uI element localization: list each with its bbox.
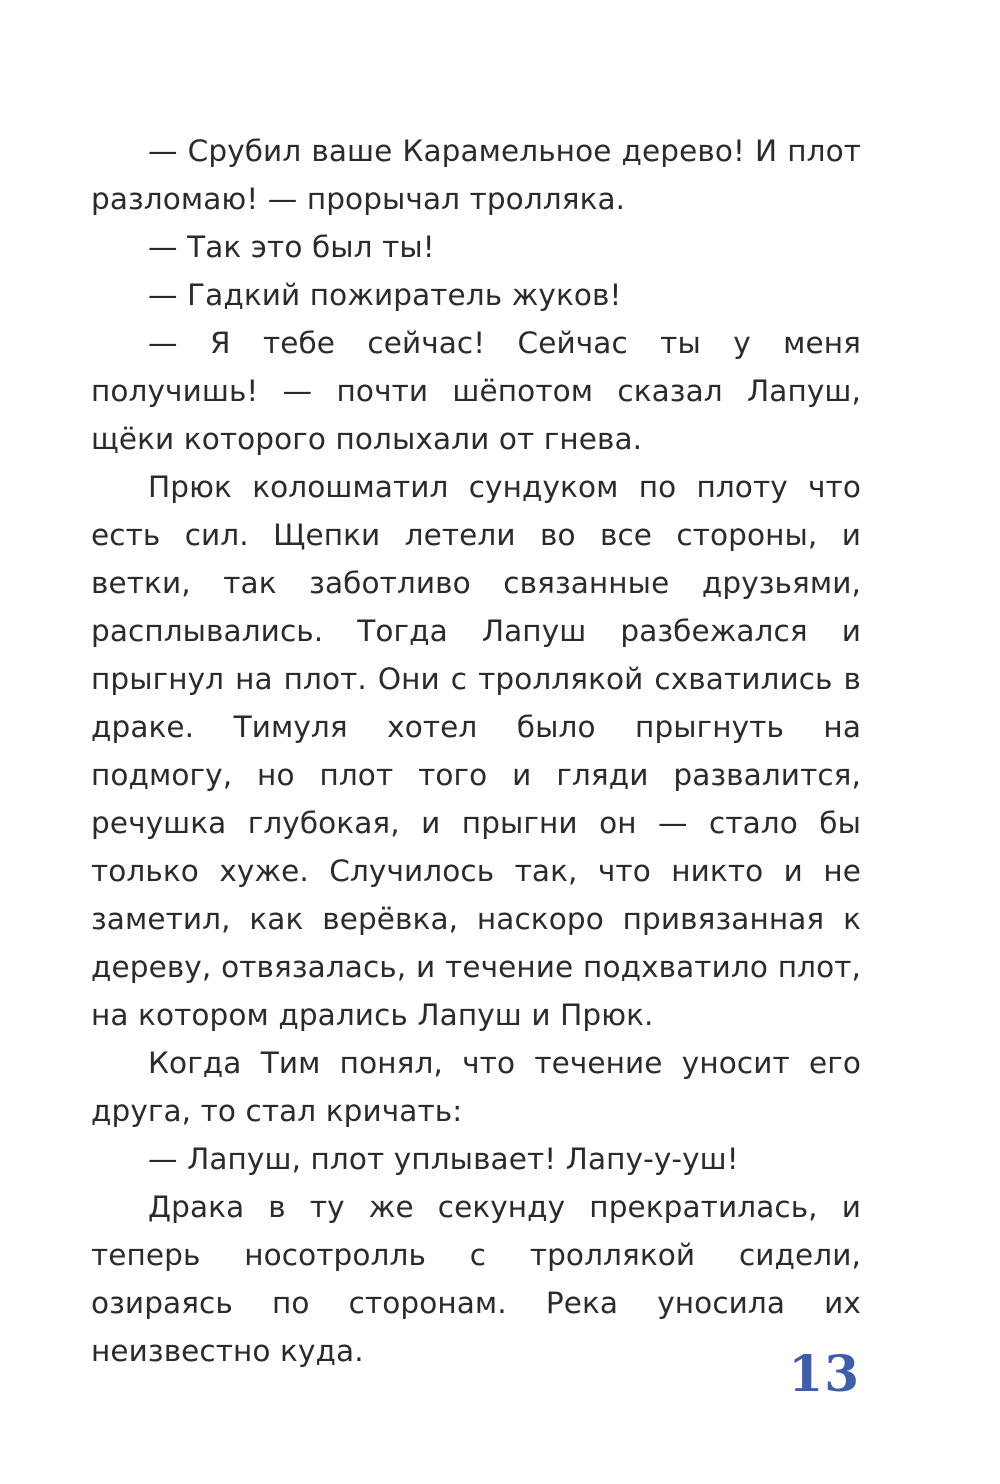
paragraph-2: — Так это был ты! (148, 230, 435, 264)
paragraph-6: Когда Тим понял, что течение уносит его друга, то стал кричать: (91, 1046, 861, 1128)
paragraph-5: Прюк колошматил сундуком по плоту что есть сил. Щепки летели во все стороны, и ветки, так заботливо связанные друзьями, расплывались. Тогда Лапуш разбежался и прыгнул на плот. Они с троллякой схватились в драке. Тимуля хотел было прыгнуть на подмогу, но плот того и гляди развалится, речушка глубокая, и прыгни он — стало бы только хуже. Случилось так, что никто и не заметил, как верёвка, наскоро привязанная к дереву, отвязалась, и течение подхватило плот, на котором дрались Лапуш и Прюк. (91, 470, 861, 1032)
page-text (91, 127, 861, 1375)
paragraph-3: — Гадкий пожиратель жуков! (148, 278, 622, 312)
page-number: 13 (788, 1344, 860, 1403)
paragraph-4: — Я тебе сейчас! Сейчас ты у меня получишь! — почти шёпотом сказал Лапуш, щёки которого полыхали от гнева. (91, 326, 861, 456)
paragraph-1: — Срубил ваше Карамельное дерево! И плот разломаю! — прорычал тролляка. (91, 134, 861, 216)
paragraph-8: Драка в ту же секунду прекратилась, и теперь носотролль с троллякой сидели, озираясь по сторонам. Река уносила их неизвестно куда. (91, 1190, 861, 1368)
paragraph-7: — Лапуш, плот уплывает! Лапу-у-уш! (148, 1142, 739, 1176)
